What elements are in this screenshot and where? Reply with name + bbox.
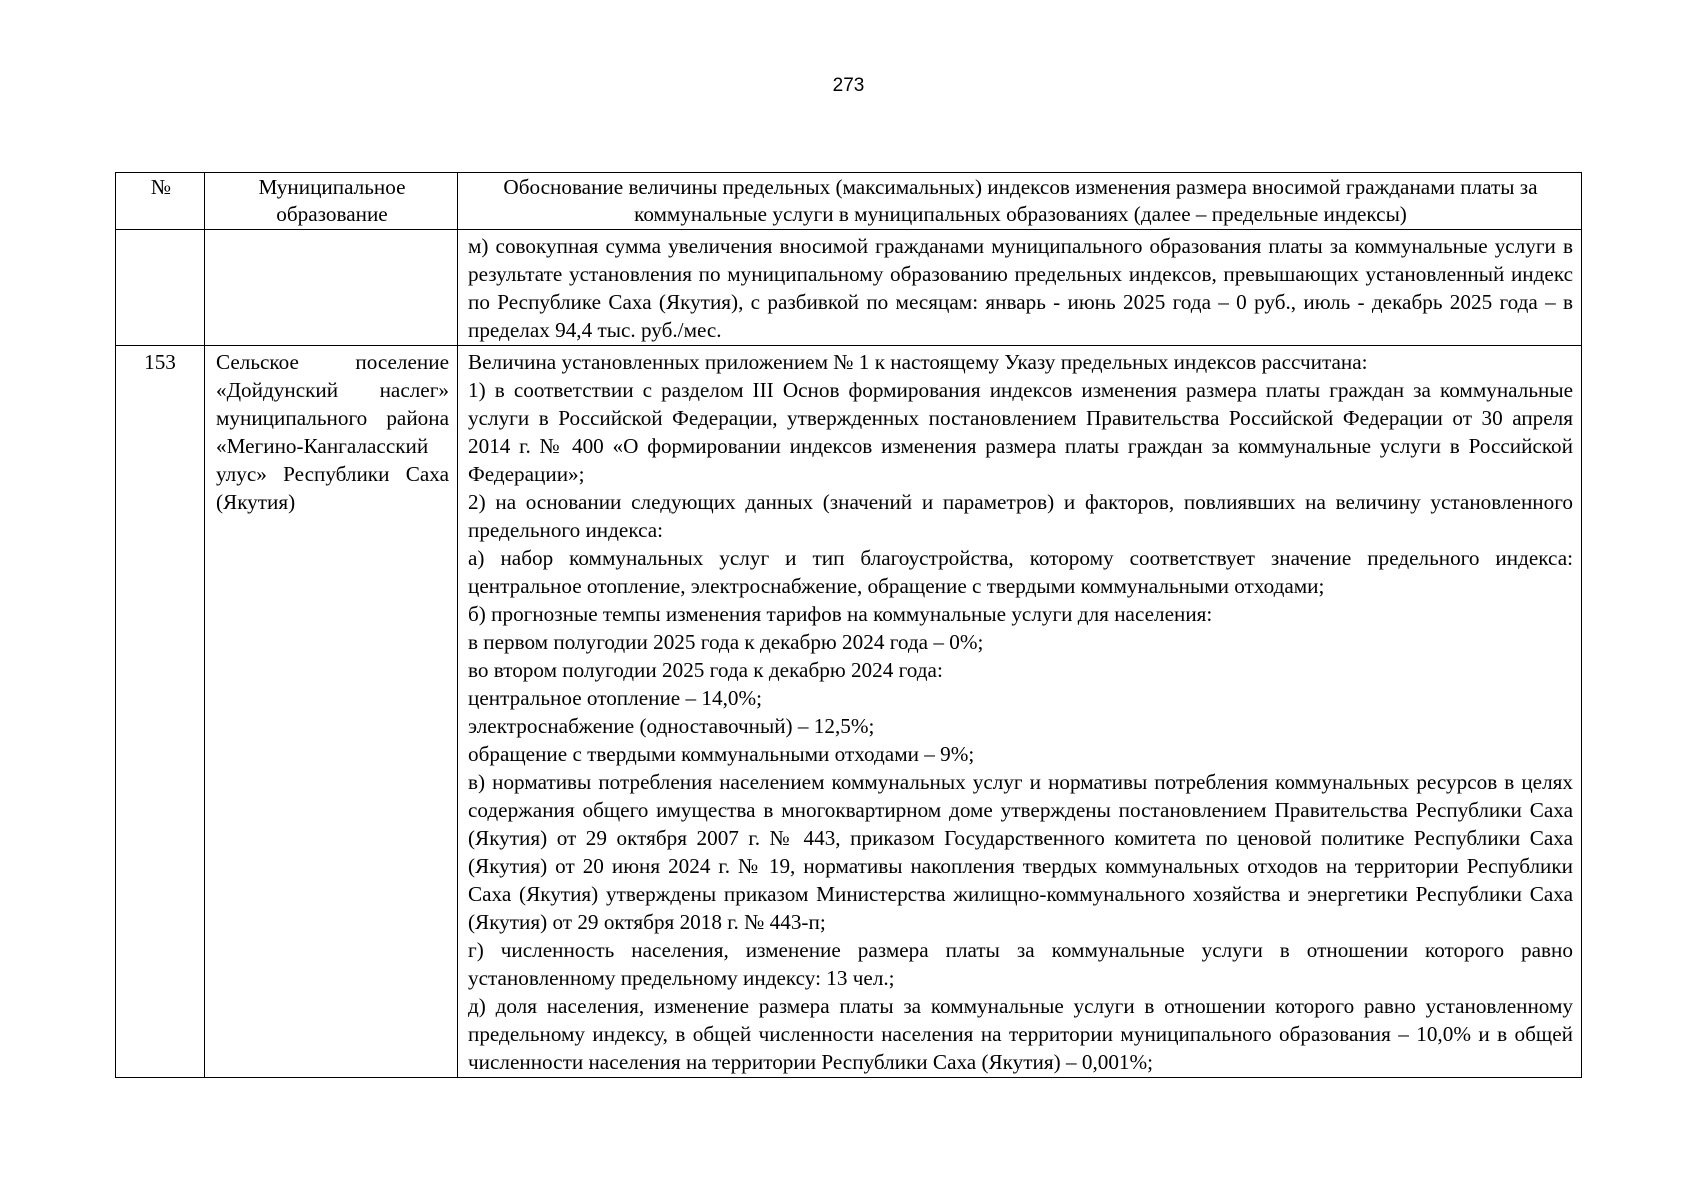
table-header-row [116,173,1582,230]
paragraph: г) численность населения, изменение размера платы за коммунальные услуги в отношении которого равно установленному предельному индексу: 13 чел.; [468,938,1573,990]
row-municipality [205,230,458,346]
paragraph: б) прогнозные темпы изменения тарифов на коммунальные услуги для населения: [468,602,1213,626]
table-row [116,346,1582,1078]
row-number: 153 [116,346,205,1078]
row-municipality: Сельское поселение «Дойдунский наслег» муниципального района «Мегино-Кангаласский улус» Республики Саха (Якутия) [205,346,458,1078]
paragraph: 2) на основании следующих данных (значений и параметров) и факторов, повлиявших на величину установленного предельного индекса: [468,490,1573,542]
paragraph: обращение с твердыми коммунальными отходами – 9%; [468,742,975,766]
paragraph: а) набор коммунальных услуг и тип благоустройства, которому соответствует значение предельного индекса: центральное отопление, электроснабжение, обращение с твердыми коммунальными отходами; [468,546,1573,598]
paragraph: в) нормативы потребления населением коммунальных услуг и нормативы потребления коммунальных ресурсов в целях содержания общего имущества в многоквартирном доме утверждены постановлением Правительства Республики Саха (Якутия) от 29 октября 2007 г. № 443, приказом Государственного комитета по ценовой политике Республики Саха (Якутия) от 20 июня 2024 г. № 19, нормативы накопления твердых коммунальных отходов на территории Республики Саха (Якутия) утверждены приказом Министерства жилищно-коммунального хозяйства и энергетики Республики Саха (Якутия) от 29 октября 2018 г. № 443-п; [468,770,1573,934]
page-number: 273 [832,75,865,96]
paragraph: в первом полугодии 2025 года к декабрю 2024 года – 0%; [468,630,984,654]
paragraph: центральное отопление – 14,0%; [468,686,762,710]
paragraph: Величина установленных приложением № 1 к настоящему Указу предельных индексов рассчитана: [468,350,1368,374]
header-justification: Обоснование величины предельных (максимальных) индексов изменения размера вносимой гражданами платы за коммунальные услуги в муниципальных образованиях (далее – предельные индексы) [458,173,1582,230]
table-row [116,230,1582,346]
row-justification [458,346,1582,1078]
paragraph: во втором полугодии 2025 года к декабрю 2024 года: [468,658,943,682]
paragraph: электроснабжение (одноставочный) – 12,5%; [468,714,875,738]
header-number: № [116,173,205,230]
paragraph: д) доля населения, изменение размера платы за коммунальные услуги в отношении которого равно установленному предельному индексу, в общей численности населения на территории муниципального образования – 10,0% и в общей численности населения на территории Республики Саха (Якутия) – 0,001%; [468,994,1573,1074]
paragraph: 1) в соответствии с разделом III Основ формирования индексов изменения размера платы граждан за коммунальные услуги в Российской Федерации, утвержденных постановлением Правительства Российской Федерации от 30 апреля 2014 г. № 400 «О формировании индексов изменения размера платы граждан за коммунальные услуги в Российской Федерации»; [468,378,1573,486]
paragraph: м) совокупная сумма увеличения вносимой гражданами муниципального образования платы за коммунальные услуги в результате установления по муниципальному образованию предельных индексов, превышающих установленный индекс по Республике Саха (Якутия), с разбивкой по месяцам: январь - июнь 2025 года – 0 руб., июль - декабрь 2025 года – в пределах 94,4 тыс. руб./мес. [468,234,1573,342]
indices-table [115,172,1582,1078]
header-municipality: Муниципальное образование [205,173,458,230]
row-number [116,230,205,346]
row-justification [458,230,1582,346]
